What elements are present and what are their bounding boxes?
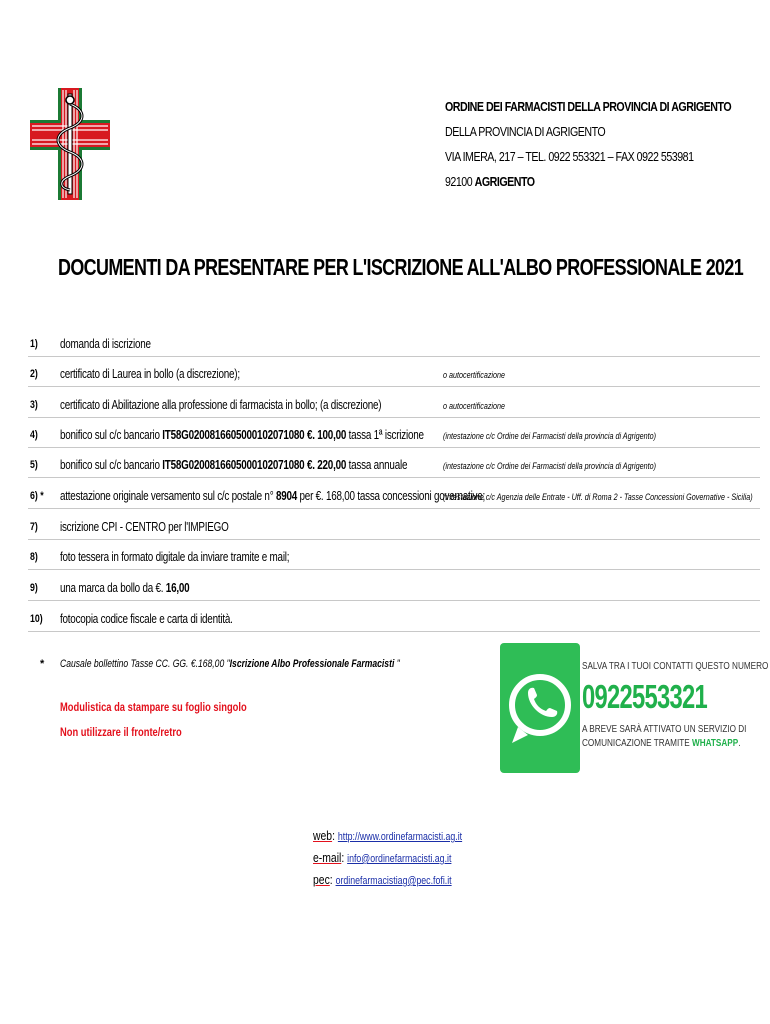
list-item <box>0 516 770 540</box>
whatsapp-service-text-2: COMUNICAZIONE TRAMITE WHATSAPP. <box>582 737 741 749</box>
whatsapp-banner <box>582 660 769 750</box>
whatsapp-service-text: A BREVE SARÀ ATTIVATO UN SERVIZIO DI <box>582 723 747 735</box>
list-item <box>0 577 770 601</box>
row-divider <box>28 600 760 601</box>
row-divider <box>28 447 760 448</box>
contact-email: e-mail: info@ordinefarmacisti.ag.it <box>313 850 452 865</box>
item-number: 8) <box>30 551 38 563</box>
item-number: 4) <box>30 429 38 441</box>
list-item <box>0 454 770 478</box>
footnote-mark: * <box>40 658 45 670</box>
item-text: iscrizione CPI - CENTRO per l'IMPIEGO <box>60 519 229 534</box>
whatsapp-save-text: SALVA TRA I TUOI CONTATTI QUESTO NUMERO <box>582 660 769 672</box>
row-divider <box>28 477 760 478</box>
item-text: fotocopia codice fiscale e carta di identità. <box>60 611 233 626</box>
item-note: (intestazione c/c Ordine dei Farmacisti della provincia di Agrigento) <box>443 461 657 471</box>
row-divider <box>28 539 760 540</box>
header-block <box>445 94 765 194</box>
item-note: (intestazione c/c Ordine dei Farmacisti della provincia di Agrigento) <box>443 431 657 441</box>
header-city: AGRIGENTO <box>474 174 535 189</box>
web-link[interactable]: http://www.ordinefarmacisti.ag.it <box>337 831 463 843</box>
item-number: 1) <box>30 338 38 350</box>
header-line-3: VIA IMERA, 217 – TEL. 0922 553321 – FAX 0922 553981 <box>445 149 694 164</box>
header-postcode: 92100 <box>445 174 475 189</box>
page-title: DOCUMENTI DA PRESENTARE PER L'ISCRIZIONE ALL'ALBO PROFESSIONALE 2021 <box>58 254 744 280</box>
contact-pec: pec: ordinefarmacistiag@pec.fofi.it <box>313 872 452 887</box>
item-note: o autocertificazione <box>443 370 506 380</box>
whatsapp-icon <box>500 643 580 773</box>
list-item <box>0 424 770 448</box>
item-text: certificato di Abilitazione alla professione di farmacista in bollo; (a discrezione) <box>60 397 382 412</box>
header-line-4 <box>445 169 707 194</box>
item-text: foto tessera in formato digitale da inviare tramite e mail; <box>60 549 290 564</box>
header-line-2: DELLA PROVINCIA DI AGRIGENTO <box>445 124 606 139</box>
item-number: 10) <box>30 613 43 625</box>
item-number: 2) <box>30 368 38 380</box>
print-note: Modulistica da stampare su foglio singolo <box>60 700 247 714</box>
footnote: Causale bollettino Tasse CC. GG. €.168,00 "Iscrizione Albo Professionale Farmacisti " <box>60 658 400 670</box>
row-divider <box>28 386 760 387</box>
email-link[interactable]: info@ordinefarmacisti.ag.it <box>347 853 452 865</box>
row-divider <box>28 631 760 632</box>
item-text: bonifico sul c/c bancario IT58G0200816605000102071080 €. 100,00 tassa 1ª iscrizione <box>60 427 424 442</box>
item-text: domanda di iscrizione <box>60 336 151 351</box>
row-divider <box>28 508 760 509</box>
pec-link[interactable]: ordinefarmacistiag@pec.fofi.it <box>335 875 452 887</box>
whatsapp-phone: 0922553321 <box>582 678 707 715</box>
list-item <box>0 546 770 570</box>
order-logo-icon <box>28 86 112 202</box>
contact-label: pec <box>313 872 330 887</box>
list-item <box>0 394 770 418</box>
row-divider <box>28 417 760 418</box>
item-text: attestazione originale versamento sul c/c postale n° 8904 per €. 168,00 tassa concessioni governative; <box>60 488 486 503</box>
item-text: una marca da bollo da €. 16,00 <box>60 580 190 595</box>
item-text: bonifico sul c/c bancario IT58G0200816605000102071080 €. 220,00 tassa annuale <box>60 457 408 472</box>
item-text: certificato di Laurea in bollo (a discrezione); <box>60 366 240 381</box>
list-item <box>0 333 770 357</box>
item-number: 6) * <box>30 490 44 502</box>
item-number: 3) <box>30 399 38 411</box>
item-note: o autocertificazione <box>443 401 506 411</box>
item-number: 7) <box>30 521 38 533</box>
header-line-1: ORDINE DEI FARMACISTI DELLA PROVINCIA DI AGRIGENTO <box>445 99 732 114</box>
list-item <box>0 608 770 632</box>
item-number: 5) <box>30 459 38 471</box>
row-divider <box>28 569 760 570</box>
contact-label: web <box>313 828 333 843</box>
item-number: 9) <box>30 582 38 594</box>
list-item <box>0 363 770 387</box>
list-item <box>0 485 770 509</box>
item-note: (intestazione c/c Agenzia delle Entrate - Uff. di Roma 2 - Tasse Concessioni Governative - Sicilia) <box>443 492 753 502</box>
contact-web: web: http://www.ordinefarmacisti.ag.it <box>313 828 463 843</box>
contact-label: e-mail <box>313 850 342 865</box>
duplex-note: Non utilizzare il fronte/retro <box>60 725 182 739</box>
row-divider <box>28 356 760 357</box>
